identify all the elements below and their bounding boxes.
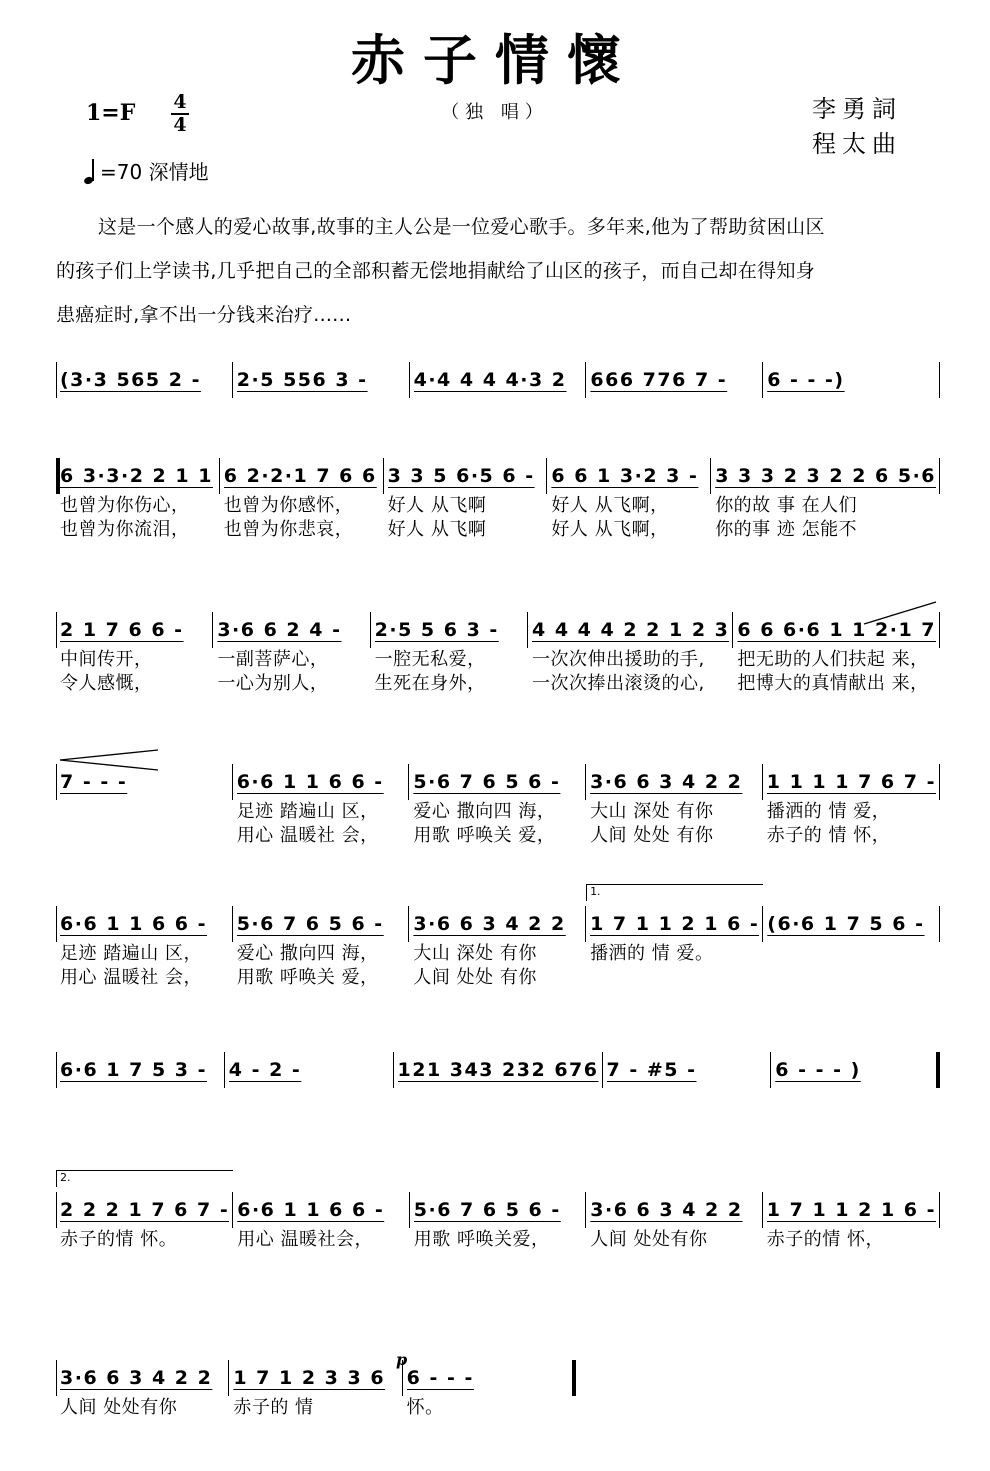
lyric-verse-1: 人间 处处有你 [590,1229,708,1250]
measure [56,1052,225,1088]
dynamic-mark: p [396,1350,408,1369]
notation: 121 343 232 676 [397,1059,599,1081]
score-system [56,764,940,848]
notation: 6 - - - ) [775,1059,861,1081]
notation: 6 6 1 3·2 3 - [551,465,699,487]
time-signature-bottom: 4 [173,114,187,136]
lyric-verse-2: 赤子的 情 怀， [766,825,891,846]
song-subtitle: （独 唱） [441,102,549,123]
notation: 6 - - - [406,1367,474,1389]
score-system [56,1171,940,1252]
measure [763,362,940,398]
lyric-verse-1: 赤子的情 怀， [766,1229,885,1250]
barline [939,458,940,494]
volta-bracket: 2. [56,1170,233,1187]
measure [213,612,370,696]
lyric-verse-2: 用心 温暖社 会， [236,825,379,846]
measure [56,362,233,398]
notation: 6·6 1 7 5 3 - [60,1059,207,1081]
notation: 5·6 7 6 5 6 - [413,771,561,793]
notation: 2 1 7 6 6 - [60,619,184,641]
lyric-verse-2: 你的事 迹 怎能不 [715,519,858,540]
notation: 3·6 6 2 4 - [217,619,342,641]
lyric-verse-1: 一腔无私爱， [374,649,486,670]
lyric-verse-1: 爱心 撒向四 海， [413,801,556,822]
lyric-verse-2: 人间 处处 有你 [590,825,714,846]
lyric-verse-2: 生死在身外， [374,673,486,694]
lyric-verse-1: 把无助的人们扶起 来， [737,649,929,670]
notation: 6 - - -) [767,369,845,391]
notation: 4·4 4 4 4·3 2 [413,369,567,391]
barline [936,1052,940,1088]
score-system [56,362,940,398]
notation: 6 3·3·2 2 1 1 [60,465,213,487]
notation: 3·6 6 3 4 2 2 [590,771,743,793]
notation: 2·5 556 3 - [236,369,368,391]
measure [233,906,410,990]
time-signature [170,92,190,136]
score-system [56,458,940,542]
measure [220,458,384,542]
notation: (3·3 565 2 - [60,369,201,391]
tempo-marking [84,156,209,185]
measure [233,362,410,398]
credits [812,92,902,162]
lyric-verse-1: 中间传开， [60,649,153,670]
score-system [56,885,940,990]
lyric-verse-2: 把博大的真情献出 来， [737,673,929,694]
key-signature: 1=F [86,100,136,126]
measure [586,1192,763,1252]
measure [547,458,711,542]
notation: 2 2 2 1 7 6 7 - [60,1199,230,1221]
quarter-note-icon [84,158,96,184]
intro-paragraph-2: 的孩子们上学读书,几乎把自己的全部积蓄无偿地捐献给了山区的孩子，而自己却在得知身 [56,260,816,282]
measure [56,458,220,542]
lyricist-credit: 李勇詞 [812,95,902,123]
song-title: 赤子情懷 [351,28,639,92]
notation: 7 - - - [60,771,128,793]
lyric-verse-1: 也曾为你感怀， [223,495,354,516]
notation: 5·6 7 6 5 6 - [413,1199,561,1221]
lyric-verse-1: 大山 深处 有你 [590,801,714,822]
lyric-verse-1: 怀。 [406,1397,444,1418]
time-signature-top: 4 [173,91,187,113]
measure [56,612,213,696]
score-system [56,1052,940,1088]
lyric-verse-2: 也曾为你流泪， [60,519,190,540]
notation: 3·6 6 3 4 2 2 [60,1367,213,1389]
measure [763,1192,940,1252]
lyric-verse-1: 播洒的 情 爱， [766,801,891,822]
notation: 3·6 6 3 4 2 2 [413,913,566,935]
notation: 1 7 1 2 3 3 6 [233,1367,386,1389]
notation: 6 6 6·6 1 1 2·1 7 [737,619,936,641]
intro-text [56,205,940,337]
lyric-verse-1: 一副菩萨心， [217,649,329,670]
lyric-verse-1: 人间 处处有你 [60,1397,178,1418]
lyric-verse-1: 用心 温暖社会， [237,1229,373,1250]
lyric-verse-1: 好人 从飞啊， [551,495,669,516]
notation: 6·6 1 1 6 6 - [237,1199,385,1221]
tempo-text: =70 深情地 [100,160,209,184]
measure [410,362,587,398]
measure [586,764,763,848]
measure [603,1052,772,1088]
lyric-verse-1: 足迹 踏遍山 区， [60,943,202,964]
measure [528,612,733,696]
measure [410,1192,587,1252]
crescendo-hairpin [56,748,161,772]
measure [711,458,940,542]
lyric-verse-2: 用歌 呼唤关 爱， [236,967,379,988]
measure [763,906,940,942]
score-system [56,612,940,696]
lyric-verse-2: 令人感慨， [60,673,153,694]
intro-paragraph-3: 患癌症时,拿不出一分钱来治疗...... [56,304,352,326]
measure [225,1052,394,1088]
barline [939,362,940,398]
crescendo-hairpin-2 [860,600,940,626]
lyric-verse-1: 大山 深处 有你 [413,943,537,964]
score-system [56,1360,576,1420]
notation: 1 7 1 1 2 1 6 - [590,913,760,935]
notation: 6 2·2·1 7 6 6 [223,465,377,487]
measure [56,1360,229,1420]
measure [56,906,233,990]
measure [394,1052,603,1088]
lyric-verse-2: 好人 从飞啊， [551,519,669,540]
notation: 6·6 1 1 6 6 - [236,771,384,793]
lyric-verse-1: 用歌 呼唤关爱， [413,1229,550,1250]
lyric-verse-1: 足迹 踏遍山 区， [236,801,379,822]
notation: 2·5 5 6 3 - [374,619,499,641]
lyric-verse-2: 也曾为你悲哀， [223,519,354,540]
lyric-verse-1: 赤子的 情 [233,1397,314,1418]
lyric-verse-2: 用歌 呼唤关 爱， [413,825,556,846]
measure [233,1192,410,1252]
lyric-verse-2: 一次次捧出滚烫的心, [531,673,705,694]
lyric-verse-1: 赤子的情 怀。 [60,1229,178,1250]
measure [586,885,763,966]
barline [939,1192,940,1228]
composer-credit: 程太曲 [812,130,902,158]
barline [939,764,940,800]
notation: 1 7 1 1 2 1 6 - [766,1199,937,1221]
intro-paragraph-1: 这是一个感人的爱心故事,故事的主人公是一位爱心歌手。多年来,他为了帮助贫困山区 [98,216,825,238]
measure [403,1360,576,1420]
measure [409,906,586,990]
notation: 4 4 4 4 2 2 1 2 3 [531,619,730,641]
lyric-verse-1: 你的故 事 在人们 [715,495,858,516]
measure [586,362,763,398]
notation: 4 - 2 - [228,1059,302,1081]
measure [371,612,528,696]
lyric-verse-1: 好人 从飞啊 [387,495,487,516]
measure [771,1052,940,1088]
notation: (6·6 1 7 5 6 - [767,913,925,935]
measure [384,458,548,542]
measure [233,764,410,848]
measure [56,1171,233,1252]
lyric-verse-2: 人间 处处 有你 [413,967,537,988]
notation: 6·6 1 1 6 6 - [60,913,207,935]
notation: 5·6 7 6 5 6 - [236,913,384,935]
notation: 1 1 1 1 7 6 7 - [766,771,936,793]
notation: 7 - #5 - [606,1059,697,1081]
notation: 3 3 3 2 3 2 2 6 5·6 [715,465,937,487]
lyric-verse-1: 爱心 撒向四 海， [236,943,379,964]
lyric-verse-1: 播洒的 情 爱。 [590,943,714,964]
volta-bracket: 1. [586,884,763,901]
notation: 3·6 6 3 4 2 2 [590,1199,743,1221]
barline [939,906,940,942]
barline [572,1360,576,1396]
lyric-verse-2: 一心为别人， [217,673,329,694]
lyric-verse-1: 也曾为你伤心， [60,495,190,516]
measure [763,764,940,848]
notation: 666 776 7 - [590,369,728,391]
notation: 3 3 5 6·5 6 - [387,465,535,487]
lyric-verse-1: 一次次伸出援助的手, [531,649,705,670]
measure [229,1360,402,1420]
measure [409,764,586,848]
lyric-verse-2: 好人 从飞啊 [387,519,487,540]
lyric-verse-2: 用心 温暖社 会， [60,967,202,988]
